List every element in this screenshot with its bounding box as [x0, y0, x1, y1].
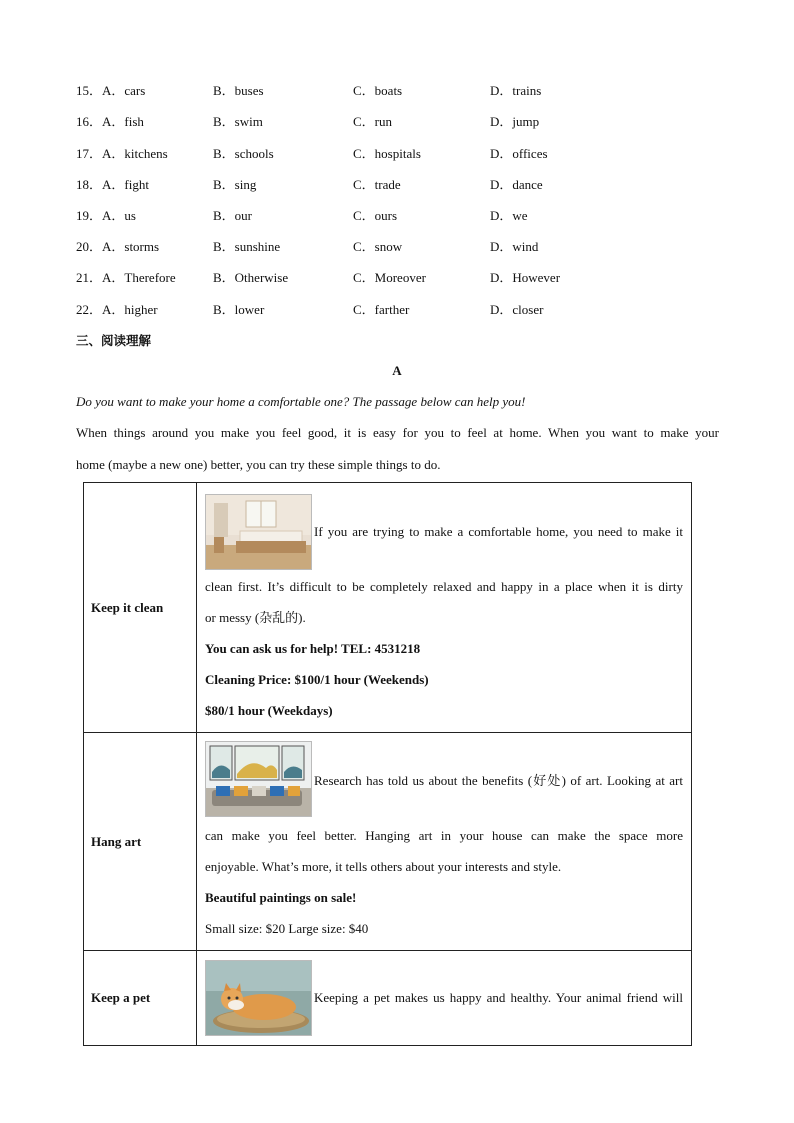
option-b: B．sing — [213, 177, 257, 192]
option-c: C．ours — [353, 208, 398, 223]
option-a: 20．A．storms — [76, 239, 160, 254]
option-d: D．However — [490, 270, 561, 285]
option-b: B．buses — [213, 83, 264, 98]
option-d: D．trains — [490, 83, 542, 98]
option-b: B．schools — [213, 146, 274, 161]
intro-line-1: When things around you make you feel good, it is easy for you to feel at home. When you want to make your — [76, 425, 719, 440]
row-content — [197, 733, 692, 951]
help-phone: You can ask us for help! TEL: 4531218 — [205, 641, 421, 656]
clean-line-1: If you are trying to make a comfortable home, you need to make it — [314, 524, 683, 539]
cat-image — [205, 960, 312, 1036]
option-c: C．boats — [353, 83, 403, 98]
row-label: Keep a pet — [84, 951, 197, 1046]
option-c: C．trade — [353, 177, 401, 192]
option-a: 15．A．cars — [76, 83, 146, 98]
row-content — [197, 483, 692, 733]
painting-sizes: Small size: $20 Large size: $40 — [205, 921, 369, 936]
table-row — [84, 483, 692, 733]
pet-line-1: Keeping a pet makes us happy and healthy. Your animal friend will — [314, 990, 683, 1005]
option-c: C．farther — [353, 302, 410, 317]
row-content — [197, 951, 692, 1046]
cleaning-price-weekends: Cleaning Price: $100/1 hour (Weekends) — [205, 672, 429, 687]
question-21-options — [76, 268, 716, 288]
bedroom-image — [205, 494, 312, 570]
section-title: 三、阅读理解 — [76, 333, 152, 348]
option-c: C．run — [353, 114, 393, 129]
option-a: 22．A．higher — [76, 302, 158, 317]
art-line-2: can make you feel better. Hanging art in your house can make the space more — [205, 828, 683, 843]
option-d: D．we — [490, 208, 528, 223]
clean-line-2: clean first. It’s difficult to be completely relaxed and happy in a place when it is dirty — [205, 579, 683, 594]
intro-italic: Do you want to make your home a comfortable one? The passage below can help you! — [76, 394, 526, 409]
question-15-options — [76, 81, 716, 101]
option-c: C．hospitals — [353, 146, 421, 161]
option-a: 16．A．fish — [76, 114, 144, 129]
art-line-3: enjoyable. What’s more, it tells others about your interests and style. — [205, 859, 562, 874]
question-19-options — [76, 206, 716, 226]
option-d: D．jump — [490, 114, 540, 129]
option-b: B．our — [213, 208, 253, 223]
option-b: B．sunshine — [213, 239, 281, 254]
option-b: B．lower — [213, 302, 265, 317]
option-a: 21．A．Therefore — [76, 270, 176, 285]
option-d: D．dance — [490, 177, 543, 192]
tips-table — [83, 482, 692, 1046]
question-20-options — [76, 237, 716, 257]
passage-label: A — [392, 363, 402, 378]
question-17-options — [76, 144, 716, 164]
option-a: 17．A．kitchens — [76, 146, 168, 161]
option-d: D．offices — [490, 146, 548, 161]
table-row — [84, 733, 692, 951]
option-c: C．Moreover — [353, 270, 426, 285]
art-line-1: Research has told us about the benefits (好处) of art. Looking at art — [314, 772, 683, 788]
row-label: Hang art — [84, 733, 197, 951]
option-d: D．closer — [490, 302, 544, 317]
option-b: B．Otherwise — [213, 270, 289, 285]
cleaning-price-weekdays: $80/1 hour (Weekdays) — [205, 703, 333, 718]
table-row — [84, 951, 692, 1046]
paintings-sale: Beautiful paintings on sale! — [205, 890, 357, 905]
option-a: 18．A．fight — [76, 177, 149, 192]
option-c: C．snow — [353, 239, 403, 254]
clean-line-3: or messy (杂乱的). — [205, 610, 306, 625]
art-image — [205, 741, 312, 817]
question-22-options — [76, 300, 716, 320]
question-18-options — [76, 175, 716, 195]
option-a: 19．A．us — [76, 208, 136, 223]
option-b: B．swim — [213, 114, 263, 129]
intro-line-2: home (maybe a new one) better, you can try these simple things to do. — [76, 457, 441, 472]
question-16-options — [76, 112, 716, 132]
row-label: Keep it clean — [84, 483, 197, 733]
option-d: D．wind — [490, 239, 539, 254]
